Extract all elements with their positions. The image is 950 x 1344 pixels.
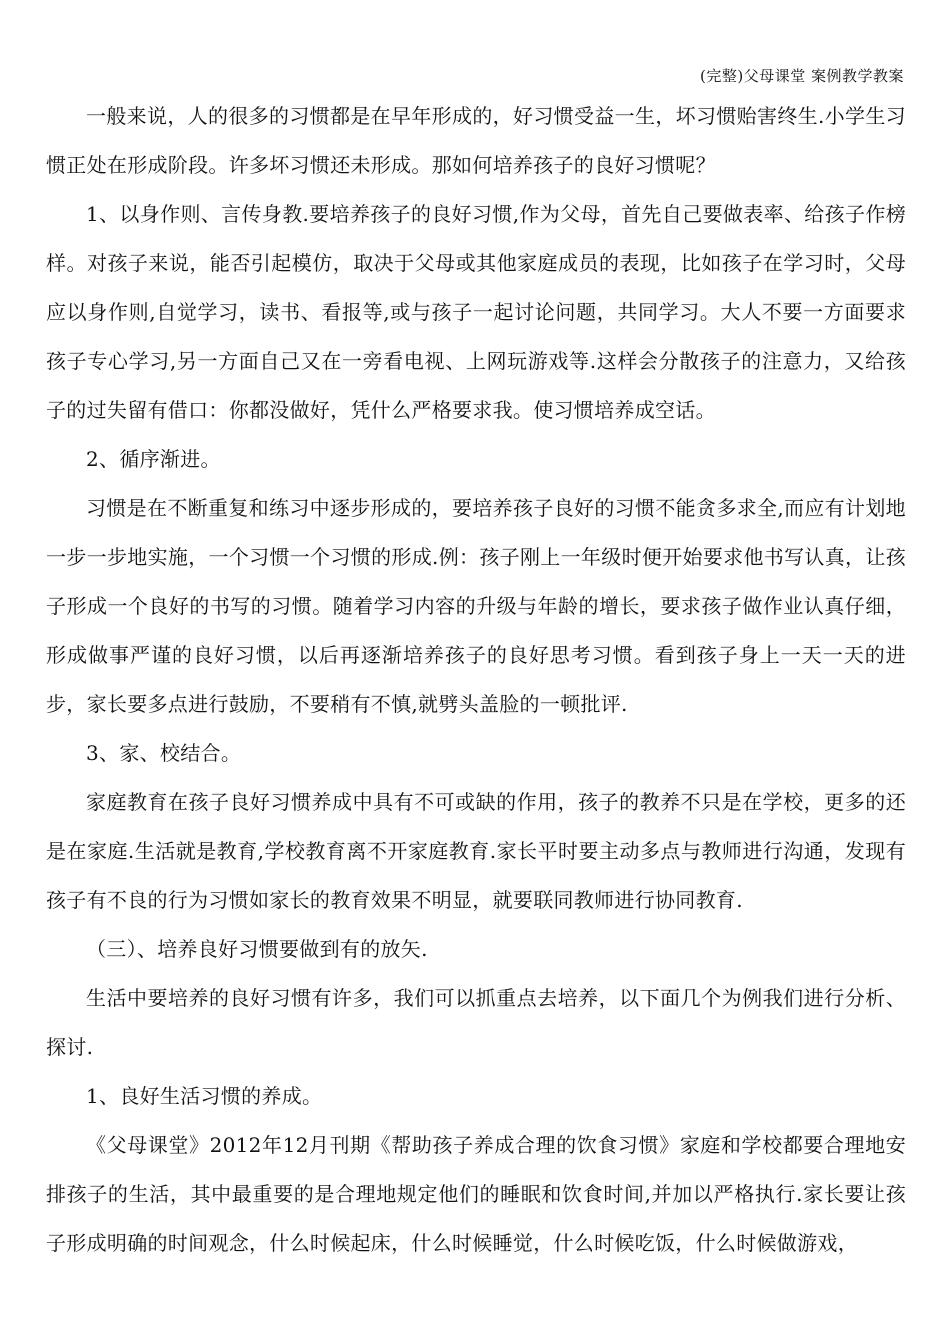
paragraph-focus: 生活中要培养的良好习惯有许多，我们可以抓重点去培养，以下面几个为例我们进行分析、探讨. (46, 986, 906, 1059)
heading-living-habits: 1、良好生活习惯的养成。 (86, 1084, 323, 1108)
paragraph-home-school: 家庭教育在孩子良好习惯养成中具有不可或缺的作用，孩子的教养不只是在学校，更多的还是在家庭.生活就是教育,学校教育离不开家庭教育.家长平时要主动多点与教师进行沟通，发现有孩子有不良的行为习惯如家长的教育效果不明显，就要联同教师进行协同教育. (46, 790, 906, 912)
document-body (46, 92, 906, 1268)
paragraph-living-habits: 《父母课堂》2012年12月刊期《帮助孩子养成合理的饮食习惯》家庭和学校都要合理地安排孩子的生活，其中最重要的是合理地规定他们的睡眠和饮食时间,并加以严格执行.家长要让孩子形成明确的时间观念，什么时候起床，什么时候睡觉，什么时候吃饭，什么时候做游戏， (46, 1133, 906, 1255)
heading-step-by-step: 2、循序渐进。 (86, 447, 221, 471)
heading-home-school: 3、家、校结合。 (86, 741, 242, 765)
paragraph-step-by-step: 习惯是在不断重复和练习中逐步形成的，要培养孩子良好的习惯不能贪多求全,而应有计划地一步一步地实施，一个习惯一个习惯的形成.例：孩子刚上一年级时便开始要求他书写认真，让孩子形成一个良好的书写的习惯。随着学习内容的升级与年龄的增长，要求孩子做作业认真仔细，形成做事严谨的良好习惯，以后再逐渐培养孩子的良好思考习惯。看到孩子身上一天一天的进步，家长要多点进行鼓励，不要稍有不慎,就劈头盖脸的一顿批评. (46, 496, 906, 716)
paragraph-lead-by-example: 1、以身作则、言传身教.要培养孩子的良好习惯,作为父母，首先自己要做表率、给孩子作榜样。对孩子来说，能否引起模仿，取决于父母或其他家庭成员的表现，比如孩子在学习时，父母应以身作则,自觉学习，读书、看报等,或与孩子一起讨论问题，共同学习。大人不要一方面要求孩子专心学习,另一方面自己又在一旁看电视、上网玩游戏等.这样会分散孩子的注意力，又给孩子的过失留有借口：你都没做好，凭什么严格要求我。使习惯培养成空话。 (46, 202, 906, 422)
heading-section-three: （三）、培养良好习惯要做到有的放矢. (86, 937, 428, 961)
paragraph-intro: 一般来说，人的很多的习惯都是在早年形成的，好习惯受益一生，坏习惯贻害终生.小学生习惯正处在形成阶段。许多坏习惯还未形成。那如何培养孩子的良好习惯呢？ (46, 104, 906, 177)
header-note: (完整)父母课堂 案例教学教案 (700, 67, 904, 85)
